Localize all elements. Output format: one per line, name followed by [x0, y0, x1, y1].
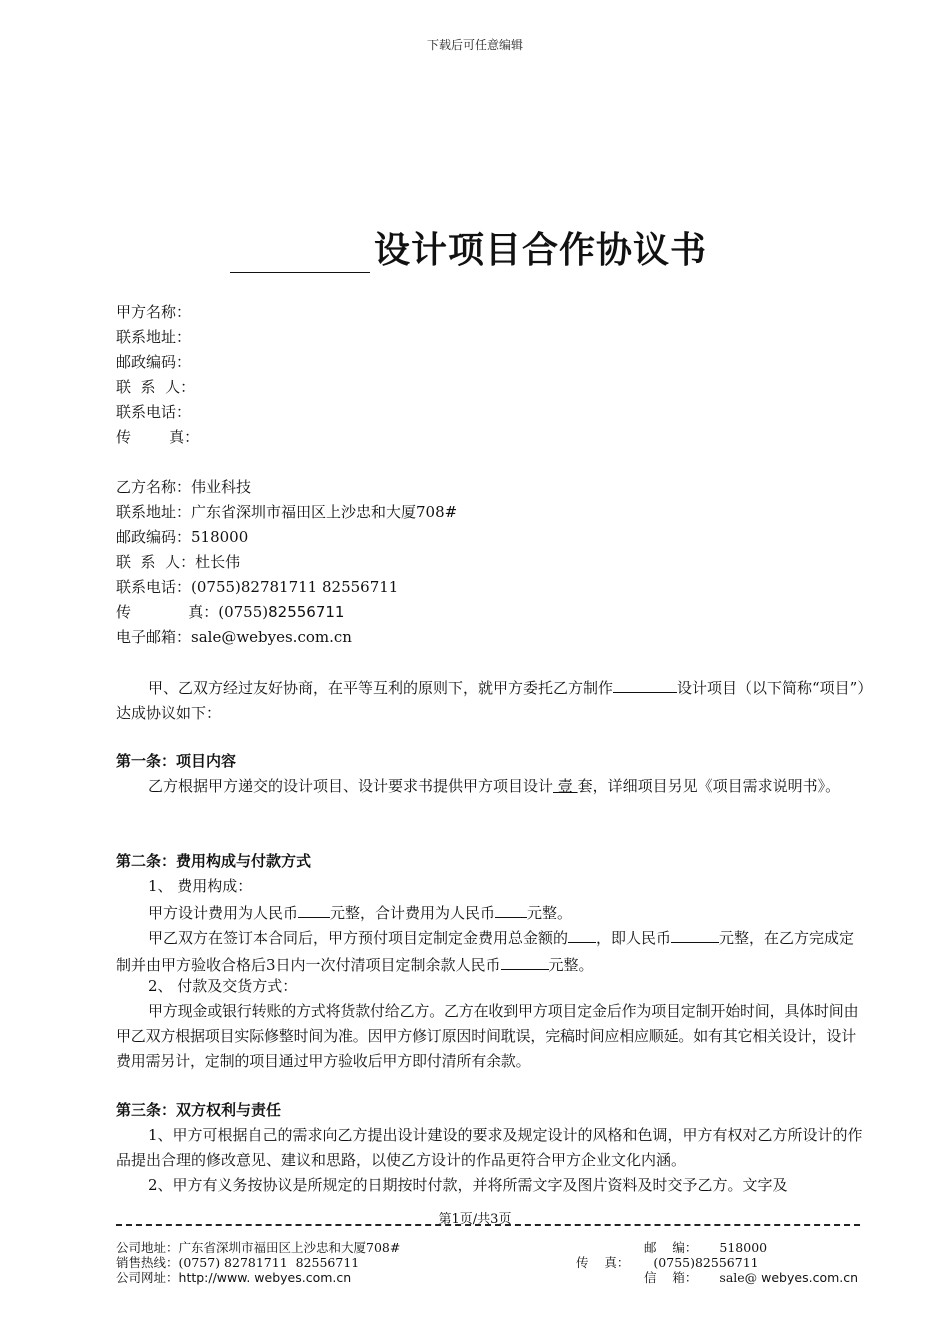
party-a-postcode: 邮政编码： — [116, 353, 192, 371]
article2-item1: 1、 费用构成： — [148, 877, 253, 895]
article2-fee — [116, 899, 866, 926]
footer-hotline: 销售热线：(0757) 82781711 82556711 — [116, 1255, 360, 1270]
footer-mailbox-label: 信 箱： — [644, 1270, 698, 1285]
party-a-address: 联系地址： — [116, 328, 192, 346]
footer-postcode-row — [644, 1240, 767, 1255]
party-b-name: 乙方名称：伟业科技 — [116, 478, 252, 496]
footer-website-link[interactable]: http://www. webyes.com.cn — [178, 1270, 352, 1285]
intro-part2: 设计项目（以下简称“项目”）达成协议如下： — [116, 679, 865, 722]
article3-item1: 1、甲方可根据自己的需求向乙方提出设计建设的要求及规定设计的风格和色调，甲方有权对乙方所设计的作品提出合理的修改意见、建议和思路，以使乙方设计的作品更符合甲方企业文化内涵。 — [116, 1126, 863, 1169]
footer-mailbox-row — [644, 1270, 858, 1285]
fee-text-b: 元整，合计费用为人民币 — [330, 904, 496, 922]
footer-fax: (0755)82556711 — [653, 1255, 759, 1270]
deposit-blank-3 — [501, 951, 549, 970]
footer-fax-row — [576, 1255, 759, 1270]
party-b-address: 联系地址：广东省深圳市福田区上沙忠和大厦708# — [116, 503, 458, 521]
page-indicator: 第1页/共3页 — [438, 1212, 512, 1227]
fee-blank-2 — [495, 899, 527, 918]
intro-paragraph — [116, 674, 866, 726]
deposit-text-c: 元整，在乙方完成定制并由甲方验收合格后3日内一次付清项目定制余款人民币 — [116, 929, 855, 974]
article1-body — [116, 774, 866, 799]
document-title — [230, 222, 707, 273]
title-text: 设计项目合作协议书 — [374, 230, 708, 271]
article3-heading: 第三条：双方权利与责任 — [116, 1101, 282, 1119]
article1-part1: 乙方根据甲方递交的设计项目、设计要求书提供甲方项目设计 — [148, 777, 554, 795]
footer-website-label: 公司网址： — [116, 1270, 179, 1285]
article1-count: 壹 — [553, 777, 578, 795]
deposit-text-b: ，即人民币 — [596, 929, 672, 947]
party-a-phone: 联系电话： — [116, 403, 192, 421]
deposit-blank-1 — [568, 924, 596, 943]
fee-text-c: 元整。 — [527, 904, 573, 922]
party-b-fax — [116, 600, 457, 625]
party-b-email: 电子邮箱：sale@webyes.com.cn — [116, 628, 352, 646]
footer-postcode-label: 邮 编： — [644, 1240, 698, 1255]
article1-heading: 第一条：项目内容 — [116, 752, 237, 770]
title-blank — [230, 234, 370, 273]
article2-deposit — [116, 924, 866, 978]
footer-website-row — [116, 1270, 351, 1285]
party-b-fax-label: 传 真：(0755) — [116, 603, 269, 621]
footer-mailbox-domain[interactable]: webyes.com.cn — [757, 1270, 859, 1285]
article2-heading: 第二条：费用构成与付款方式 — [116, 852, 312, 870]
intro-part1: 甲、乙双方经过友好协商，在平等互利的原则下，就甲方委托乙方制作 — [148, 679, 614, 697]
fee-blank-1 — [298, 899, 330, 918]
footer-mailbox-user[interactable]: sale@ — [719, 1270, 758, 1285]
footer-address: 公司地址：广东省深圳市福田区上沙忠和大厦708# — [116, 1240, 401, 1255]
party-b-block — [116, 475, 457, 650]
party-a-block — [116, 300, 199, 450]
footer-postcode: 518000 — [719, 1240, 768, 1255]
party-a-fax: 传 真： — [116, 428, 200, 446]
deposit-text-d: 元整。 — [548, 956, 594, 974]
article1-part2: 套，详细项目另见《项目需求说明书》。 — [577, 777, 841, 795]
deposit-text-a: 甲乙双方在签订本合同后，甲方预付项目定制定金费用总金额的 — [148, 929, 569, 947]
fee-text-a: 甲方设计费用为人民币 — [148, 904, 299, 922]
footer-fax-label: 传 真： — [576, 1255, 630, 1270]
intro-blank — [613, 674, 677, 693]
article3-item2: 2、甲方有义务按协议是所规定的日期按时付款，并将所需文字及图片资料及时交予乙方。文字及 — [148, 1176, 788, 1194]
header-note: 下载后可任意编辑 — [426, 38, 523, 52]
article2-payment: 甲方现金或银行转账的方式将货款付给乙方。乙方在收到甲方项目定金后作为项目定制开始时间，具体时间由甲乙双方根据项目实际修整时间为准。因甲方修订原因时间耽误，完稿时间应相应顺延。如有其它相关设计，设计费用需另计，定制的项目通过甲方验收后甲方即付清所有余款。 — [116, 1002, 859, 1070]
party-b-postcode: 邮政编码：518000 — [116, 528, 249, 546]
party-a-contact: 联 系 人： — [116, 378, 196, 396]
footer-divider — [116, 1224, 860, 1226]
deposit-blank-2 — [671, 924, 719, 943]
article2-item2: 2、 付款及交货方式： — [148, 977, 298, 995]
party-a-name: 甲方名称： — [116, 303, 192, 321]
party-b-contact: 联 系 人：杜长伟 — [116, 553, 241, 571]
party-b-phone: 联系电话：(0755)82781711 82556711 — [116, 578, 399, 596]
party-b-fax-number: 82556711 — [268, 603, 345, 621]
